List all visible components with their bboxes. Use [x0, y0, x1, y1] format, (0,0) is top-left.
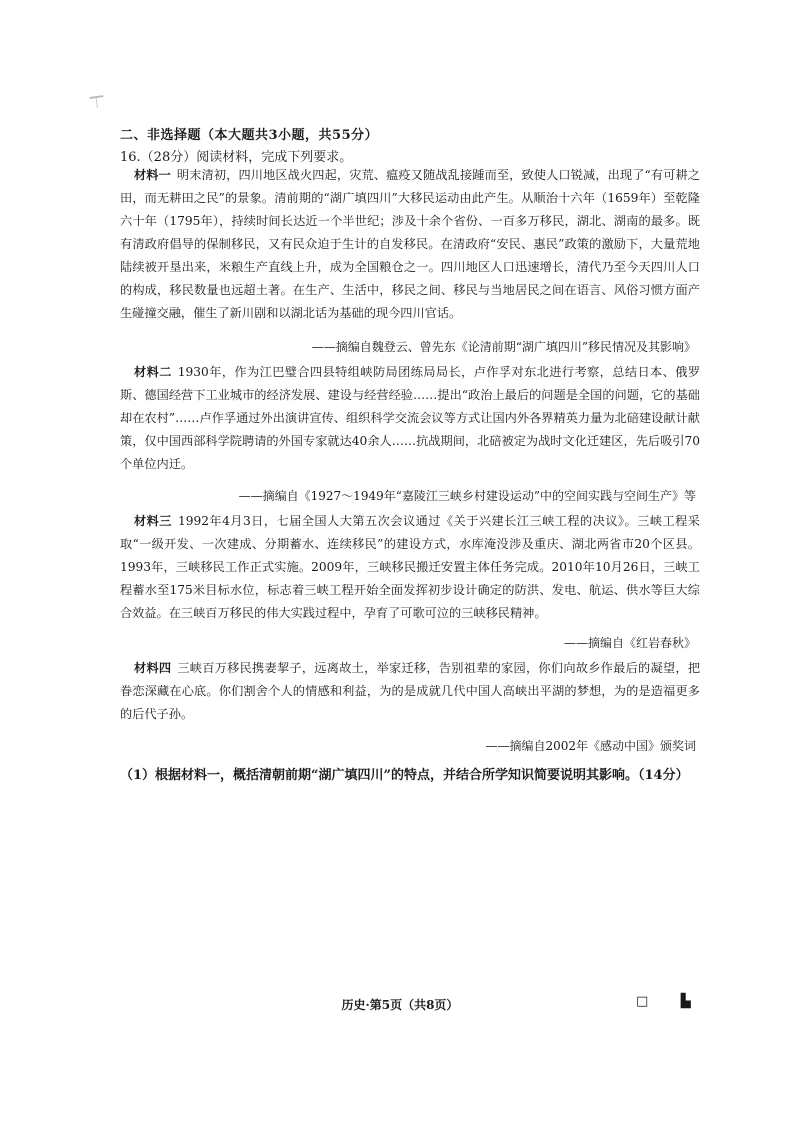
question-head: 16.（28分）阅读材料，完成下列要求。 — [120, 150, 353, 165]
material-2-source: ——摘编自《1927～1949年“嘉陵江三峡乡村建设运动”中的空间实践与空间生产》等 — [238, 489, 696, 503]
material-1-source: ——摘编自魏登云、曾先东《论清前期“湖广填四川”移民情况及其影响》 — [311, 340, 696, 354]
material-3-source: ——摘编自《红岩春秋》 — [563, 636, 696, 650]
question-1: （1）根据材料一，概括清朝前期“湖广填四川”的特点，并结合所学知识简要说明其影响。（14分） — [120, 768, 689, 783]
material-text: 三峡百万移民携妻挈子，远离故土，举家迁移，告别祖辈的家园，你们向故乡作最后的凝望，把眷恋深藏在心底。你们割舍个人的情感和利益，为的是成就几代中国人高峡出平湖的梦想，为的是造福更多的后代子孙。 — [120, 661, 701, 721]
page-footer: 历史·第5页（共8页） — [341, 998, 459, 1012]
material-label: 材料四 — [134, 661, 172, 675]
material-label: 材料三 — [134, 514, 172, 528]
material-text: 1930年，作为江巴璧合四县特组峡防局团练局局长，卢作孚对东北进行考察，总结日本、俄罗斯、德国经营下工业城市的经济发展、建设与经营经验……提出“政治上最后的问题是全国的问题，它的基础却在农村”……卢作孚通过外出演讲宣传、组织科学交流会议等方式让国内外各界精英力量为北碚建设献计献策，仅中国西部科学院聘请的外国专家就达40余人……抗战期间，北碚被定为战时文化迁建区，先后吸引70个单位内迁。 — [120, 365, 701, 471]
material-text: 明末清初，四川地区战火四起，灾荒、瘟疫又随战乱接踵而至，致使人口锐减，出现了“有可耕之田，而无耕田之民”的景象。清前期的“湖广填四川”大移民运动由此产生。从顺治十六年（1659年）至乾隆六十年（1795年），持续时间长达近一个半世纪；涉及十余个省份、一百多万移民，湖北、湖南的最多。既有清政府倡导的保制移民，又有民众迫于生计的自发移民。在清政府“安民、惠民”政策的激励下，大量荒地陆续被开垦出来，米粮生产直线上升，成为全国粮仓之一。四川地区人口迅速增长，清代乃至今天四川人口的构成，移民数量也远超土著。在生产、生活中，移民之间、移民与当地居民之间在语言、风俗习惯方面产生碰撞交融，催生了新川剧和以湖北话为基础的现今四川官话。 — [120, 168, 700, 320]
material-label: 材料二 — [134, 365, 172, 379]
material-1 — [120, 164, 700, 325]
material-2 — [120, 361, 700, 476]
section-title: 二、非选择题（本大题共3小题，共55分） — [120, 128, 379, 143]
material-3 — [120, 510, 700, 625]
material-label: 材料一 — [134, 168, 171, 182]
footer-marks-icon: □ ▙ — [636, 994, 705, 1009]
material-text: 1992年4月3日，七届全国人大第五次会议通过《关于兴建长江三峡工程的决议》。三峡工程采取“一级开发、一次建成、分期蓄水、连续移民”的建设方式，水库淹没涉及重庆、湖北两省市20个区县。1993年，三峡移民工作正式实施。2009年，三峡移民搬迁安置主体任务完成。2010年10月26日，三峡工程蓄水至175米目标水位，标志着三峡工程开始全面发挥初步设计确定的防洪、发电、航运、供水等巨大综合效益。在三峡百万移民的伟大实践过程中，孕育了可歌可泣的三峡移民精神。 — [120, 514, 700, 620]
material-4 — [120, 657, 700, 726]
material-4-source: ——摘编自2002年《感动中国》颁奖词 — [485, 739, 696, 753]
scan-mark — [89, 95, 104, 107]
